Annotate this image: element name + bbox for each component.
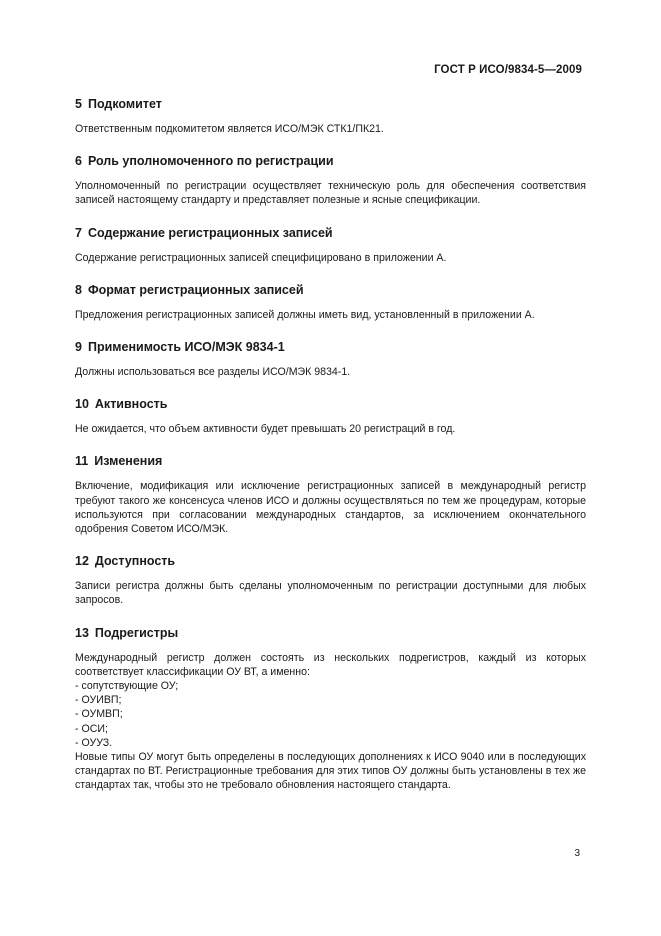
- section-13: [75, 625, 586, 793]
- section-paragraph: Записи регистра должны быть сделаны уполномоченным по регистрации доступными для любых запросов.: [75, 580, 586, 607]
- section-7: [75, 225, 586, 265]
- section-heading: Активность: [94, 397, 168, 412]
- section-number: 8: [75, 282, 82, 297]
- section-title: [75, 453, 586, 470]
- section-paragraph: Предложения регистрационных записей должны иметь вид, установленный в приложении А.: [75, 308, 535, 321]
- section-number: 11: [75, 454, 89, 469]
- subregister-list: [75, 679, 586, 750]
- document-code-header: ГОСТ Р ИСО/9834-5—2009: [434, 64, 582, 76]
- section-number: 6: [75, 154, 82, 169]
- section-heading: Подкомитет: [87, 97, 162, 111]
- list-item: - ОУИВП;: [75, 694, 122, 707]
- list-item: - сопутствующие ОУ;: [75, 680, 179, 693]
- section-10: [75, 396, 586, 436]
- section-paragraph: Ответственным подкомитетом является ИСО/МЭК СТК1/ПК21.: [75, 123, 384, 135]
- section-number: 12: [75, 554, 89, 569]
- section-heading: Формат регистрационных записей: [87, 282, 304, 297]
- section-heading: Подрегистры: [94, 625, 179, 640]
- section-6: [75, 153, 586, 207]
- document-body: [75, 96, 586, 793]
- section-8: [75, 282, 586, 322]
- section-heading: Содержание регистрационных записей: [87, 225, 333, 240]
- section-title: [75, 282, 586, 299]
- section-title: [75, 625, 586, 642]
- section-title: [75, 396, 586, 413]
- section-outro-paragraph: Новые типы ОУ могут быть определены в последующих дополнениях к ИСО 9040 или в последующих стандартах по ВТ. Регистрационные требования для этих типов ОУ должны быть установлены в тех же стандартах так, чтобы это не требовало обновления настоящего стандарта.: [75, 751, 586, 792]
- list-item: - ОСИ;: [75, 722, 108, 735]
- list-item: - ОУМВП;: [75, 708, 123, 721]
- section-number: 5: [75, 97, 82, 111]
- page-number: 3: [574, 848, 580, 859]
- section-number: 13: [75, 625, 89, 640]
- list-item: - ОУУЗ.: [75, 736, 113, 749]
- section-intro-paragraph: Международный регистр должен состоять из нескольких подрегистров, каждый из которых соответствует классификации ОУ ВТ, а именно:: [75, 651, 586, 678]
- section-11: [75, 453, 586, 536]
- section-number: 7: [75, 225, 82, 240]
- section-title: [75, 339, 586, 356]
- section-title: [75, 153, 586, 170]
- section-paragraph: Уполномоченный по регистрации осуществляет техническую роль для обеспечения соответствия записей настоящему стандарту и представляет полезные и ясные спецификации.: [75, 180, 586, 207]
- section-paragraph: Должны использоваться все разделы ИСО/МЭК 9834-1.: [75, 366, 351, 379]
- section-title: [75, 553, 586, 570]
- section-12: [75, 553, 586, 607]
- section-heading: Применимость ИСО/МЭК 9834-1: [87, 340, 285, 355]
- section-heading: Роль уполномоченного по регистрации: [87, 154, 334, 169]
- section-paragraph: Содержание регистрационных записей специфицировано в приложении А.: [75, 251, 447, 264]
- section-number: 9: [75, 340, 82, 355]
- section-title: [75, 96, 586, 113]
- section-paragraph: Включение, модификация или исключение регистрационных записей в международный регистр требуют такого же консенсуса членов ИСО и должны осуществляться по тем же процедурам, которые используются при согласовании международных стандартов, за исключением окончательного одобрения Советом ИСО/МЭК.: [75, 480, 586, 536]
- section-heading: Доступность: [94, 554, 176, 569]
- section-title: [75, 225, 586, 242]
- section-5: [75, 96, 586, 136]
- section-number: 10: [75, 397, 89, 412]
- section-9: [75, 339, 586, 379]
- section-paragraph: Не ожидается, что объем активности будет превышать 20 регистраций в год.: [75, 423, 456, 436]
- section-heading: Изменения: [94, 454, 163, 469]
